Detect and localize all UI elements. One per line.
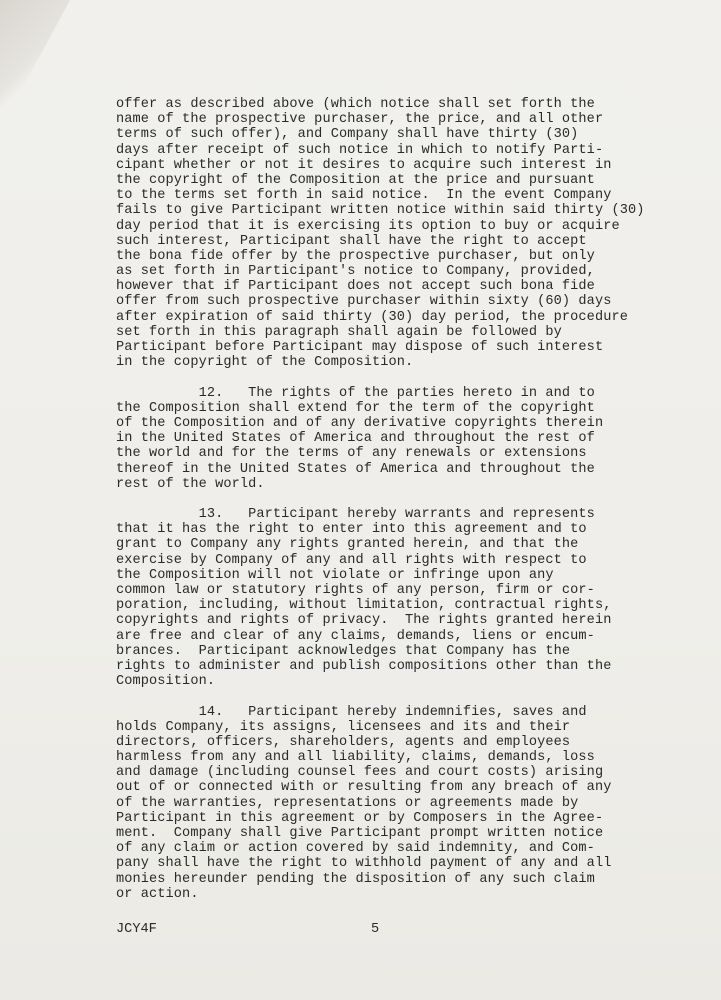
- text-line: rest of the world.: [116, 476, 265, 492]
- text-line: such interest, Participant shall have the right to accept: [116, 233, 587, 249]
- text-line: days after receipt of such notice in which to notify Parti-: [116, 142, 604, 158]
- text-line: however that if Participant does not accept such bona fide: [116, 279, 595, 295]
- text-line: 12. The rights of the parties hereto in and to: [116, 385, 595, 401]
- text-line: Composition.: [116, 674, 216, 690]
- text-line: and damage (including counsel fees and court costs) arising: [116, 765, 604, 781]
- text-line: cipant whether or not it desires to acquire such interest in: [116, 157, 612, 173]
- text-line: of any claim or action covered by said indemnity, and Com-: [116, 841, 595, 857]
- paragraph: [116, 386, 656, 492]
- text-line: are free and clear of any claims, demands, liens or encum-: [116, 628, 595, 644]
- text-line: grant to Company any rights granted herein, and that the: [116, 537, 579, 553]
- text-line: terms of such offer), and Company shall have thirty (30): [116, 127, 579, 143]
- text-line: of the Composition and of any derivative copyrights therein: [116, 415, 604, 431]
- text-line: the Composition will not violate or infringe upon any: [116, 567, 554, 583]
- text-line: harmless from any and all liability, claims, demands, loss: [116, 750, 595, 766]
- document-body: [116, 97, 656, 917]
- text-line: the world and for the terms of any renewals or extensions: [116, 446, 587, 462]
- text-line: fails to give Participant written notice within said thirty (30): [116, 203, 645, 219]
- paragraph: [116, 705, 656, 902]
- text-line: as set forth in Participant's notice to Company, provided,: [116, 264, 595, 280]
- text-line: directors, officers, shareholders, agents and employees: [116, 734, 571, 750]
- text-line: after expiration of said thirty (30) day period, the procedure: [116, 309, 628, 325]
- text-line: of the warranties, representations or agreements made by: [116, 795, 579, 811]
- text-line: poration, including, without limitation, contractual rights,: [116, 598, 612, 614]
- paragraph: [116, 507, 656, 689]
- text-line: set forth in this paragraph shall again be followed by: [116, 324, 562, 340]
- text-line: out of or connected with or resulting from any breach of any: [116, 780, 612, 796]
- text-line: that it has the right to enter into this agreement and to: [116, 522, 587, 538]
- paragraph: [116, 97, 656, 370]
- folded-corner: [0, 0, 70, 130]
- text-line: name of the prospective purchaser, the price, and all other: [116, 112, 604, 128]
- text-line: thereof in the United States of America and throughout the: [116, 461, 595, 477]
- text-line: offer from such prospective purchaser within sixty (60) days: [116, 294, 612, 310]
- text-line: 13. Participant hereby warrants and represents: [116, 507, 595, 523]
- text-line: the copyright of the Composition at the price and pursuant: [116, 172, 595, 188]
- text-line: the Composition shall extend for the term of the copyright: [116, 400, 595, 416]
- text-line: pany shall have the right to withhold payment of any and all: [116, 856, 612, 872]
- text-line: copyrights and rights of privacy. The rights granted herein: [116, 613, 612, 629]
- text-line: offer as described above (which notice shall set forth the: [116, 97, 595, 112]
- text-line: rights to administer and publish compositions other than the: [116, 658, 612, 674]
- document-code: JCY4F: [116, 922, 157, 937]
- text-line: brances. Participant acknowledges that Company has the: [116, 643, 571, 659]
- text-line: or action.: [116, 886, 199, 902]
- text-line: exercise by Company of any and all rights with respect to: [116, 552, 587, 568]
- text-line: common law or statutory rights of any person, firm or cor-: [116, 583, 595, 598]
- text-line: 14. Participant hereby indemnifies, saves and: [116, 704, 587, 720]
- text-line: holds Company, its assigns, licensees and its and their: [116, 719, 571, 735]
- text-line: in the copyright of the Composition.: [116, 355, 414, 371]
- text-line: in the United States of America and throughout the rest of: [116, 431, 595, 447]
- text-line: to the terms set forth in said notice. In the event Company: [116, 188, 612, 204]
- text-line: day period that it is exercising its option to buy or acquire: [116, 218, 620, 234]
- text-line: monies hereunder pending the disposition of any such claim: [116, 871, 595, 887]
- text-line: ment. Company shall give Participant prompt written notice: [116, 826, 604, 841]
- text-line: the bona fide offer by the prospective purchaser, but only: [116, 248, 595, 264]
- page-number: 5: [371, 922, 380, 937]
- text-line: Participant before Participant may dispose of such interest: [116, 340, 604, 355]
- text-line: Participant in this agreement or by Composers in the Agree-: [116, 810, 604, 826]
